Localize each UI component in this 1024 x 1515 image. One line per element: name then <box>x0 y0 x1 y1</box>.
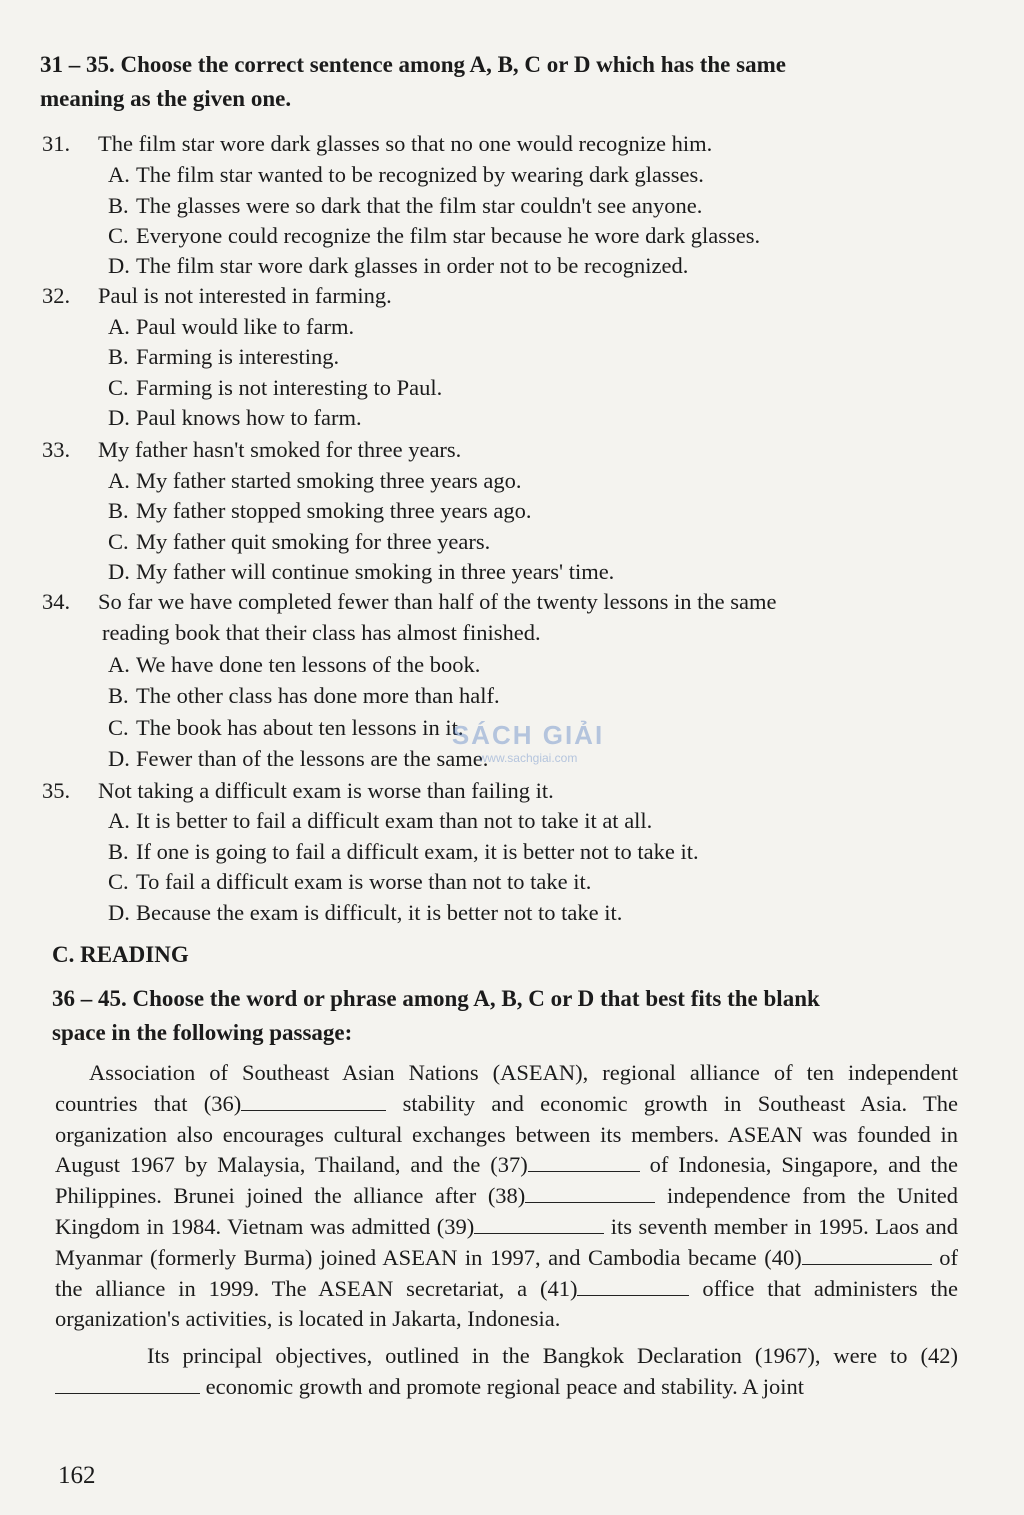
question-32: 32. Paul is not interested in farming. <box>42 283 392 308</box>
blank-40[interactable] <box>802 1246 932 1265</box>
option-35d[interactable]: D. Because the exam is difficult, it is better not to take it. <box>108 900 623 925</box>
question-35: 35. Not taking a difficult exam is worse than failing it. <box>42 778 554 803</box>
option-32c[interactable]: C. Farming is not interesting to Paul. <box>108 375 443 400</box>
option-33b[interactable]: B. My father stopped smoking three years ago. <box>108 498 532 523</box>
blank-37[interactable] <box>528 1153 640 1172</box>
blank-39[interactable] <box>474 1215 604 1234</box>
option-35a[interactable]: A. It is better to fail a difficult exam than not to take it at all. <box>108 808 653 833</box>
option-34a[interactable]: A. We have done ten lessons of the book. <box>108 652 481 677</box>
option-34b[interactable]: B. The other class has done more than half. <box>108 683 500 708</box>
option-32b[interactable]: B. Farming is interesting. <box>108 344 340 369</box>
reading-heading: 36 – 45. Choose the word or phrase among A, B, C or D that best fits the blank space in the following passage: <box>52 986 820 1045</box>
question-34: 34. So far we have completed fewer than half of the twenty lessons in the same reading book that their class has almost finished. <box>42 589 777 645</box>
option-35b[interactable]: B. If one is going to fail a difficult exam, it is better not to take it. <box>108 839 699 864</box>
page-number: 162 <box>58 1462 96 1489</box>
blank-38[interactable] <box>525 1184 655 1203</box>
option-34c[interactable]: C. The book has about ten lessons in it. <box>108 715 464 740</box>
option-31a[interactable]: A. The film star wanted to be recognized by wearing dark glasses. <box>108 162 704 187</box>
blank-41[interactable] <box>577 1277 689 1296</box>
reading-section-title: C. READING <box>52 942 189 967</box>
option-33a[interactable]: A. My father started smoking three years ago. <box>108 468 522 493</box>
option-31b[interactable]: B. The glasses were so dark that the film star couldn't see anyone. <box>108 193 703 218</box>
blank-42[interactable] <box>55 1375 200 1394</box>
passage-paragraph-1: Association of Southeast Asian Nations (ASEAN), regional alliance of ten independent countries that (36) stability and economic growth in Southeast Asia. The organization also encourages cultural exchanges between its members. ASEAN was founded in August 1967 by Malaysia, Thailand, and the (37) of Indonesia, Singapore, and the Philippines. Brunei joined the alliance after (38) independence from the United Kingdom in 1984. Vietnam was admitted (39) its seventh member in 1995. Laos and Myanmar (formerly Burma) joined ASEAN in 1997, and Cambodia became (40) of the alliance in 1999. The ASEAN secretariat, a (41) office that administers the organization's activities, is located in Jakarta, Indonesia. <box>55 1060 958 1332</box>
question-33: 33. My father hasn't smoked for three years. <box>42 437 462 462</box>
part1-heading: 31 – 35. Choose the correct sentence among A, B, C or D which has the same meaning as the given one. <box>40 52 786 111</box>
question-31: 31. The film star wore dark glasses so that no one would recognize him. <box>42 131 713 156</box>
option-31d[interactable]: D. The film star wore dark glasses in order not to be recognized. <box>108 253 689 278</box>
option-35c[interactable]: C. To fail a difficult exam is worse than not to take it. <box>108 869 592 894</box>
watermark-logo: SÁCH GIẢI www.sachgiai.com <box>451 720 605 765</box>
option-32a[interactable]: A. Paul would like to farm. <box>108 314 355 339</box>
reading-passage <box>55 1058 958 1403</box>
option-33d[interactable]: D. My father will continue smoking in three years' time. <box>108 559 615 584</box>
option-32d[interactable]: D. Paul knows how to farm. <box>108 405 362 430</box>
option-31c[interactable]: C. Everyone could recognize the film star because he wore dark glasses. <box>108 223 761 248</box>
option-33c[interactable]: C. My father quit smoking for three years. <box>108 529 491 554</box>
blank-36[interactable] <box>241 1092 386 1111</box>
passage-paragraph-2: Its principal objectives, outlined in the Bangkok Declaration (1967), were to (42) economic growth and promote regional peace and stability. A joint <box>55 1341 958 1403</box>
option-34d[interactable]: D. Fewer than of the lessons are the same. <box>108 746 489 771</box>
